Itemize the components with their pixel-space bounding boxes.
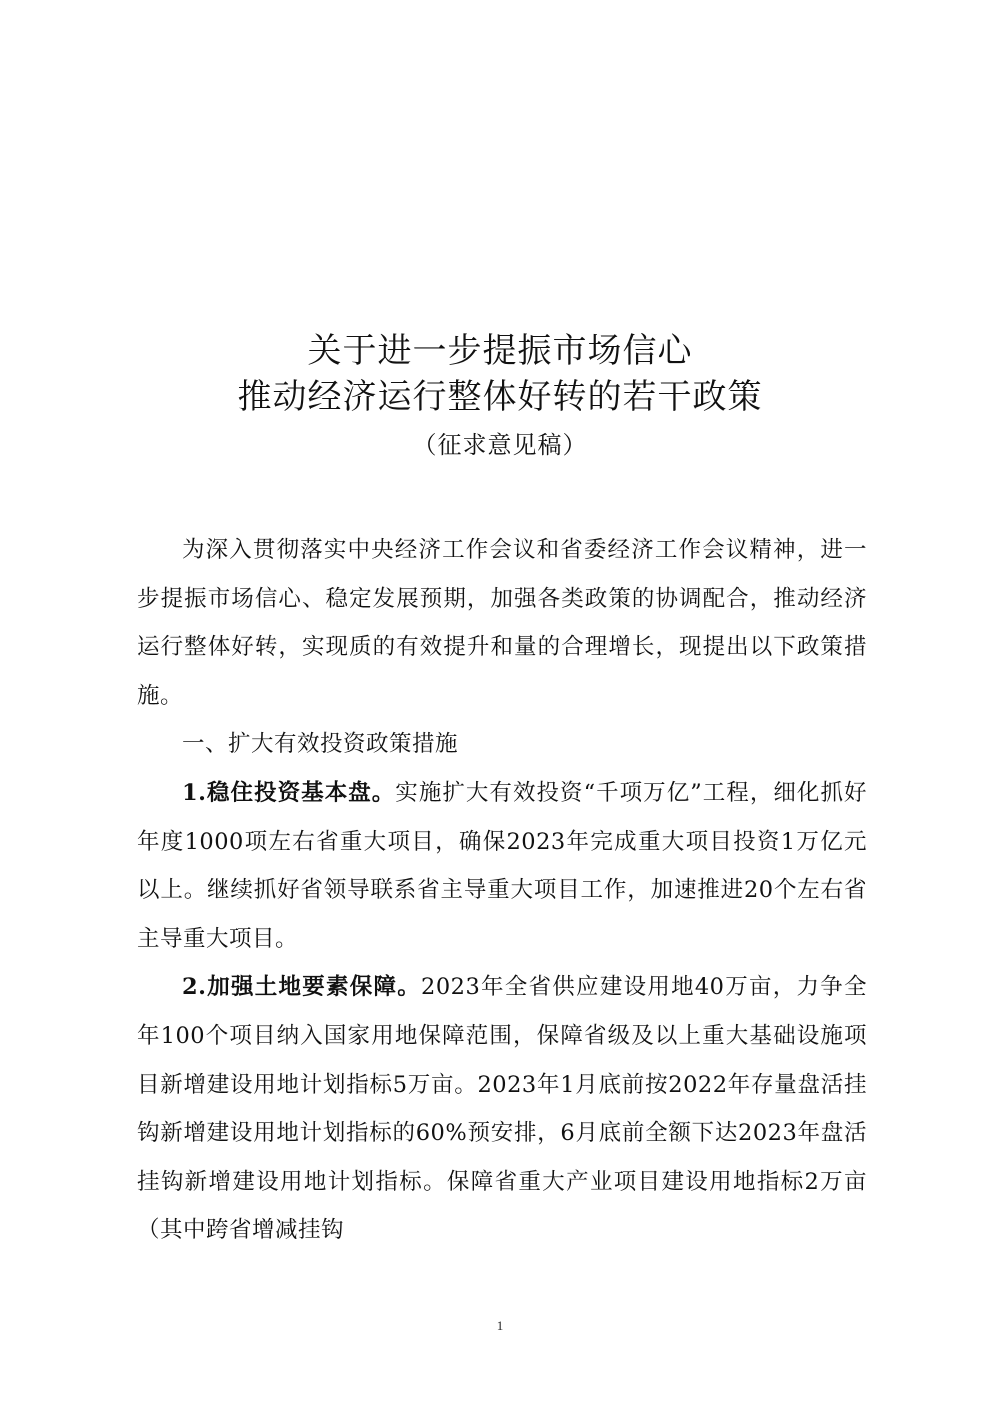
page-number: 1	[496, 1318, 504, 1333]
policy-item-1-text: 实施扩大有效投资“千项万亿”工程，细化抓好年度1000项左右省重大项目，确保2023年完成重大项目投资1万亿元以上。继续抓好省领导联系省主导重大项目工作，加速推进20个左右省主导重大项目。	[137, 779, 867, 952]
policy-item-1-lead: 1.稳住投资基本盘。	[182, 779, 396, 806]
document-title-line-1: 关于进一步提振市场信心	[307, 331, 693, 371]
section-heading-1: 一、扩大有效投资政策措施	[182, 731, 459, 758]
document-subtitle: （征求意见稿）	[412, 431, 588, 459]
policy-item-2	[137, 963, 867, 1255]
title-block	[0, 328, 1000, 462]
policy-item-2-lead: 2.加强土地要素保障。	[182, 974, 422, 1001]
document-title-line-2: 推动经济运行整体好转的若干政策	[237, 377, 763, 417]
policy-item-2-text: 2023年全省供应建设用地40万亩，力争全年100个项目纳入国家用地保障范围，保障省级及以上重大基础设施项目新增建设用地计划指标5万亩。2023年1月底前按2022年存量盘活挂钩新增建设用地计划指标的60%预安排，6月底前全额下达2023年盘活挂钩新增建设用地计划指标。保障省重大产业项目建设用地指标2万亩（其中跨省增减挂钩	[137, 974, 867, 1244]
policy-item-1	[137, 769, 867, 963]
document-body	[137, 526, 867, 1255]
intro-paragraph: 为深入贯彻落实中央经济工作会议和省委经济工作会议精神，进一步提振市场信心、稳定发展预期，加强各类政策的协调配合，推动经济运行整体好转，实现质的有效提升和量的合理增长，现提出以下政策措施。	[137, 537, 867, 709]
